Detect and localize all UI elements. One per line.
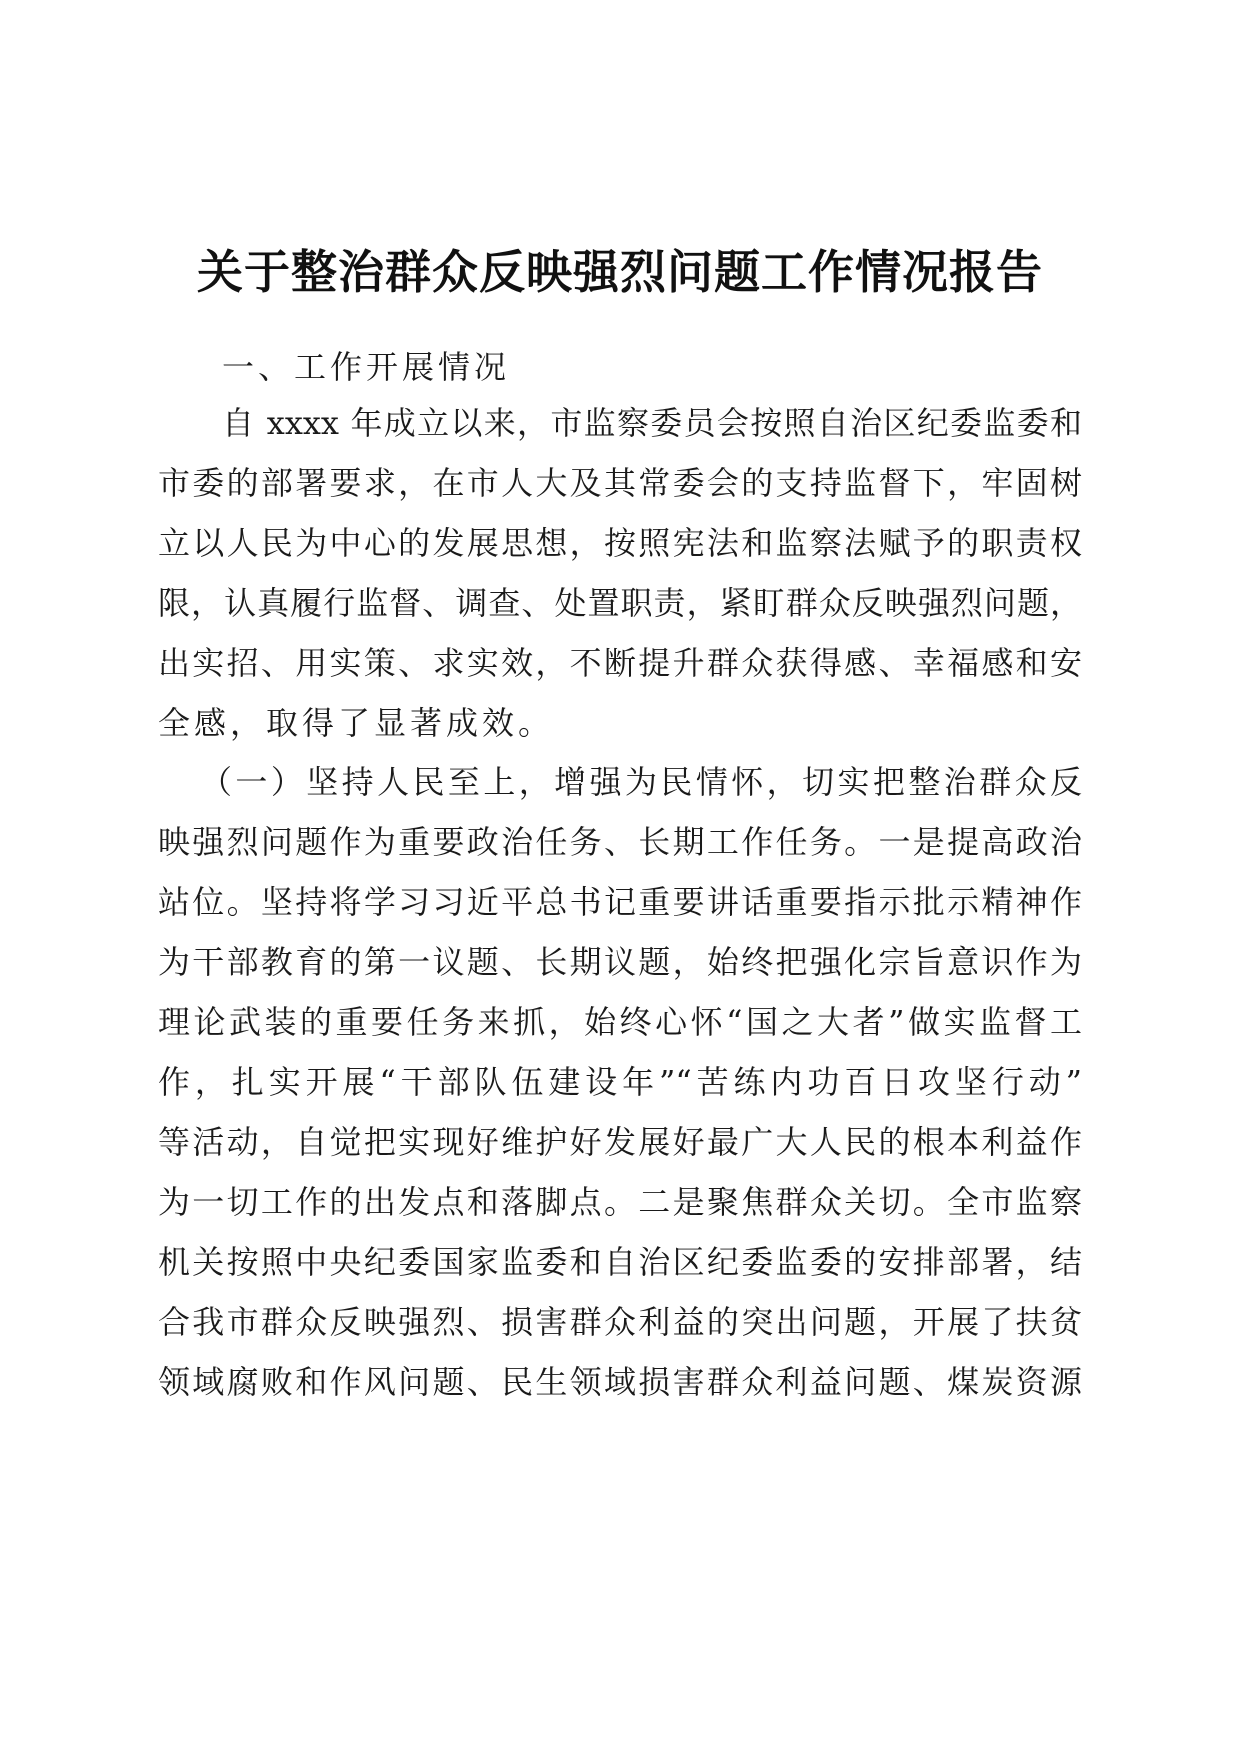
paragraph-1-line-6: 全感，取得了显著成效。 [158, 704, 555, 742]
paragraph-2-line-9: 机关按照中央纪委国家监委和自治区纪委监委的安排部署，结 [158, 1243, 1082, 1281]
paragraph-2-line-2: 映强烈问题作为重要政治任务、长期工作任务。一是提高政治 [158, 823, 1082, 861]
paragraph-2-line-6: 作，扎实开展“干部队伍建设年”“苦练内功百日攻坚行动” [158, 1063, 1082, 1101]
paragraph-1-line-2: 市委的部署要求，在市人大及其常委会的支持监督下，牢固树 [158, 464, 1082, 502]
paragraph-2-line-11: 领域腐败和作风问题、民生领域损害群众利益问题、煤炭资源 [158, 1363, 1082, 1401]
paragraph-1-line-4: 限，认真履行监督、调查、处置职责，紧盯群众反映强烈问题， [158, 584, 1082, 622]
paragraph-2-line-8: 为一切工作的出发点和落脚点。二是聚焦群众关切。全市监察 [158, 1183, 1082, 1221]
section-heading: 一、工作开展情况 [222, 348, 511, 386]
paragraph-1-line-3: 立以人民为中心的发展思想，按照宪法和监察法赋予的职责权 [158, 524, 1082, 562]
paragraph-2-line-7: 等活动，自觉把实现好维护好发展好最广大人民的根本利益作 [158, 1123, 1082, 1161]
paragraph-2-line-4: 为干部教育的第一议题、长期议题，始终把强化宗旨意识作为 [158, 943, 1082, 981]
paragraph-2-line-10: 合我市群众反映强烈、损害群众利益的突出问题，开展了扶贫 [158, 1303, 1082, 1341]
paragraph-2-line-3: 站位。坚持将学习习近平总书记重要讲话重要指示批示精神作 [158, 883, 1082, 921]
paragraph-2-line-5: 理论武装的重要任务来抓，始终心怀“国之大者”做实监督工 [158, 1003, 1082, 1041]
paragraph-1-line-1: 自 xxxx 年成立以来，市监察委员会按照自治区纪委监委和 [222, 404, 1082, 442]
paragraph-2-line-1: （一）坚持人民至上，增强为民情怀，切实把整治群众反 [200, 763, 1082, 801]
paragraph-1-line-5: 出实招、用实策、求实效，不断提升群众获得感、幸福感和安 [158, 644, 1082, 682]
document-title: 关于整治群众反映强烈问题工作情况报告 [197, 245, 1043, 299]
